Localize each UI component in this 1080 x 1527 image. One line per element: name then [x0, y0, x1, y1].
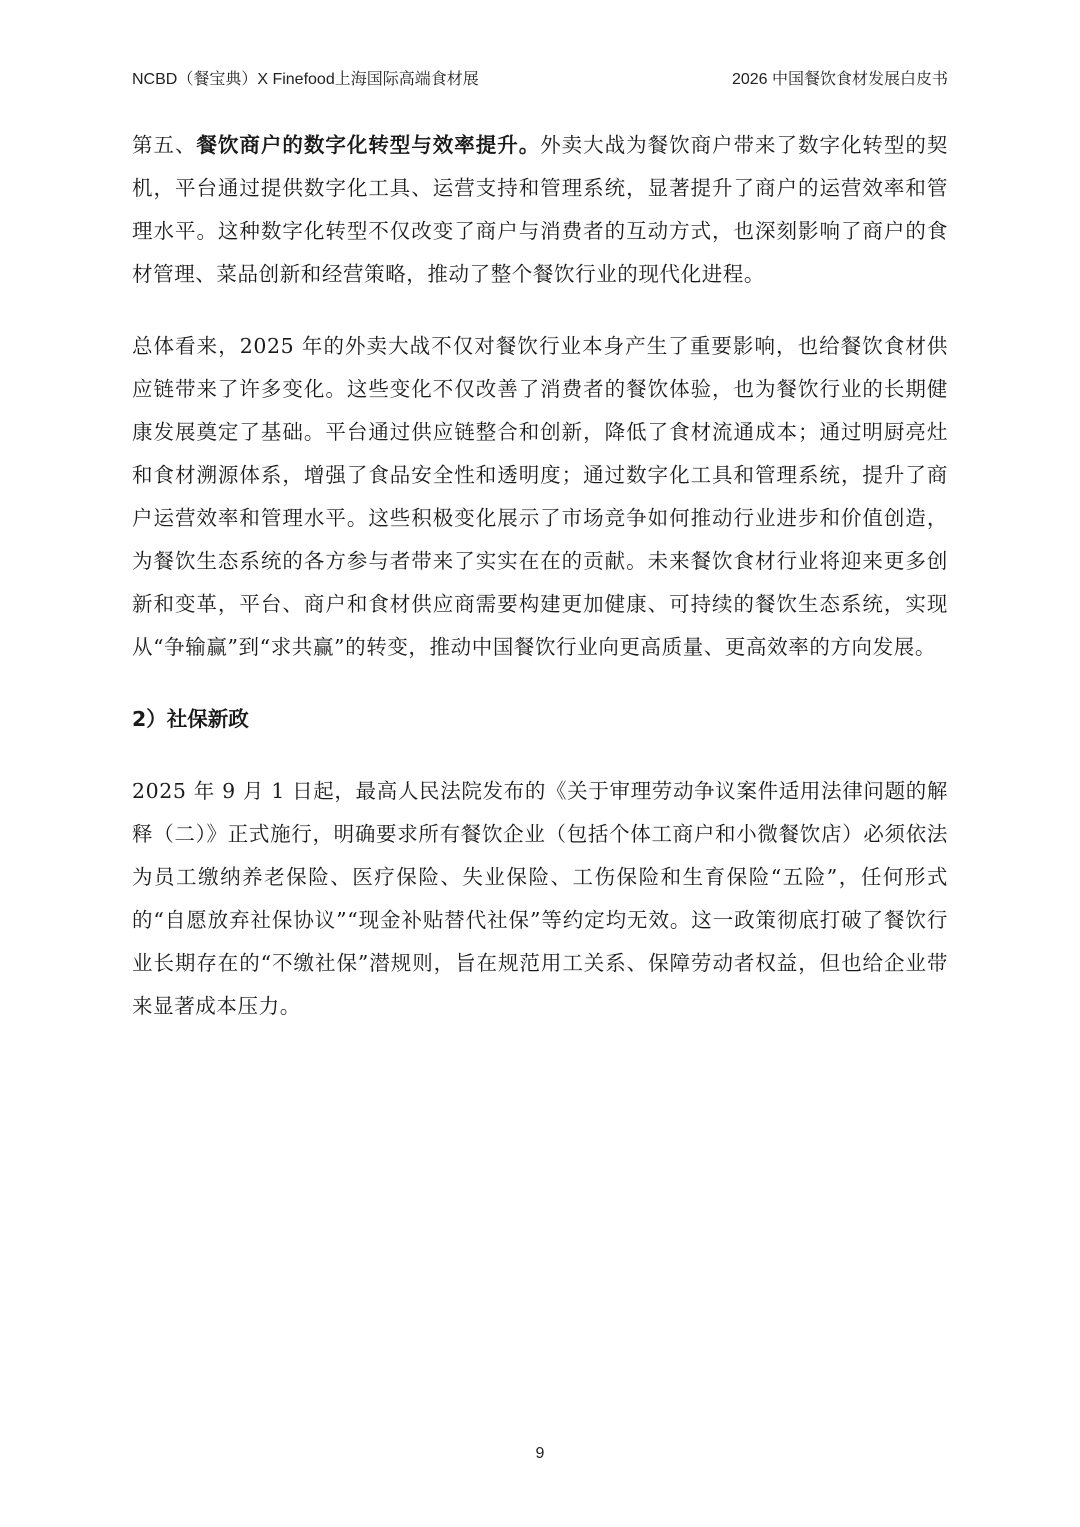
paragraph-prefix: 第五、 [132, 133, 197, 157]
page-number: 9 [535, 1445, 545, 1462]
section-heading-social-insurance: 2）社保新政 [132, 707, 249, 731]
header-publisher: NCBD（餐宝典）X Finefood上海国际高端食材展 [132, 71, 479, 88]
paragraph-social-insurance-policy: 2025 年 9 月 1 日起，最高人民法院发布的《关于审理劳动争议案件适用法律问题的解释（二）》正式施行，明确要求所有餐饮企业（包括个体工商户和小微餐饮店）必须依法为员工缴纳养老保险、医疗保险、失业保险、工伤保险和生育保险“五险”，任何形式的“自愿放弃社保协议”“现金补贴替代社保”等约定均无效。这一政策彻底打破了餐饮行业长期存在的“不缴社保”潜规则，旨在规范用工关系、保障劳动者权益，但也给企业带来显著成本压力。 [132, 779, 948, 1018]
paragraph-digital-transformation [132, 124, 948, 296]
paragraph-summary: 总体看来，2025 年的外卖大战不仅对餐饮行业本身产生了重要影响，也给餐饮食材供应链带来了许多变化。这些变化不仅改善了消费者的餐饮体验，也为餐饮行业的长期健康发展奠定了基础。平台通过供应链整合和创新，降低了食材流通成本；通过明厨亮灶和食材溯源体系，增强了食品安全性和透明度；通过数字化工具和管理系统，提升了商户运营效率和管理水平。这些积极变化展示了市场竞争如何推动行业进步和价值创造，为餐饮生态系统的各方参与者带来了实实在在的贡献。未来餐饮食材行业将迎来更多创新和变革，平台、商户和食材供应商需要构建更加健康、可持续的餐饮生态系统，实现从“争输赢”到“求共赢”的转变，推动中国餐饮行业向更高质量、更高效率的方向发展。 [132, 334, 948, 659]
paragraph-bold-lead: 餐饮商户的数字化转型与效率提升。 [196, 133, 541, 157]
paragraph-text: 外卖大战为餐饮商户带来了数字化转型的契机，平台通过提供数字化工具、运营支持和管理系统，显著提升了商户的运营效率和管理水平。这种数字化转型不仅改变了商户与消费者的互动方式，也深刻影响了商户的食材管理、菜品创新和经营策略，推动了整个餐饮行业的现代化进程。 [132, 133, 948, 286]
page-body [132, 124, 948, 1028]
page-header [132, 66, 948, 90]
header-document-title: 2026 中国餐饮食材发展白皮书 [731, 71, 948, 88]
